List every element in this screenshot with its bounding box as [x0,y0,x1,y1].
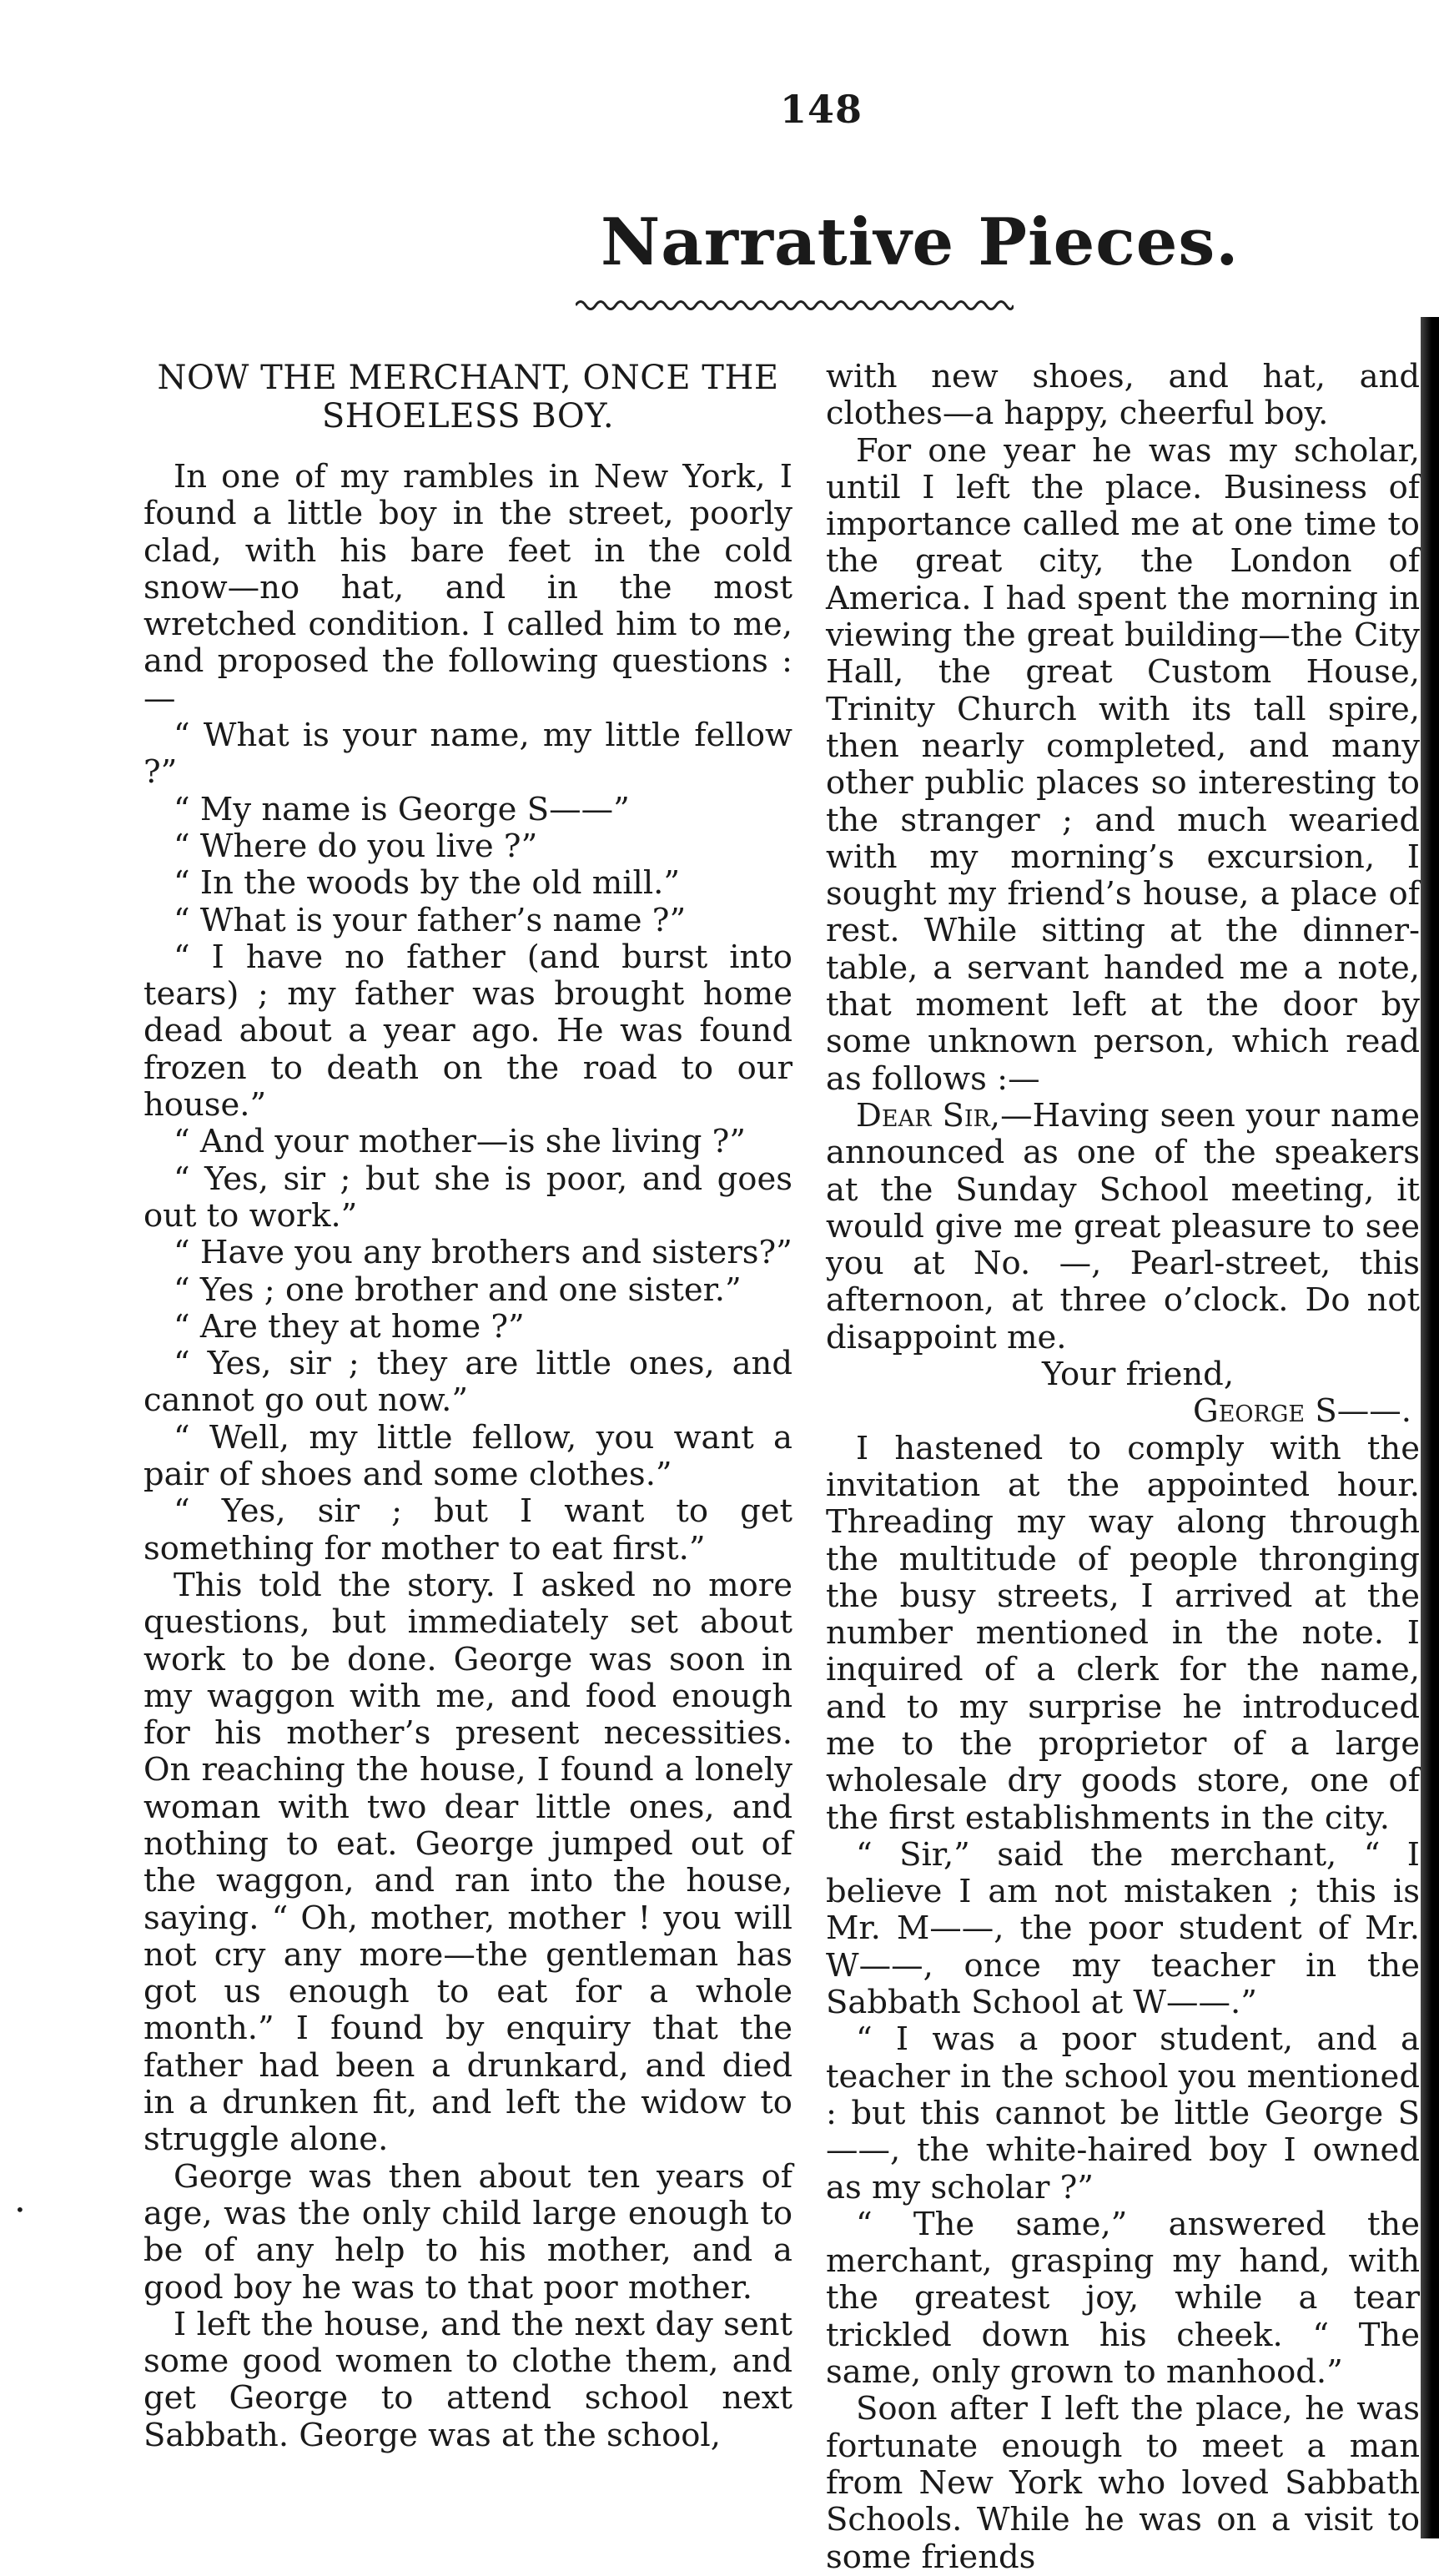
paragraph: “ I was a poor student, and a teacher in the school you mentioned : but this cannot be little George S——, the white-haired boy I owned as my scholar ?” [826,2020,1420,2206]
paragraph: This told the story. I asked no more questions, but immediately set about work to be done. George was soon in my waggon with me, and food enough for his mother’s present necessities. On reaching the house, I found a lonely woman with two dear little ones, and nothing to eat. George jumped out of the waggon, and ran into the house, saying. “ Oh, mother, mother ! you will not cry any more—the gentleman has got us enough to eat for a whole month.” I found by enquiry that the father had been a drunkard, and died in a drunken fit, and left the widow to struggle alone. [143,1566,792,2159]
paragraph: “ Sir,” said the merchant, “ I believe I am not mistaken ; this is Mr. M——, the poor student of Mr. W——, once my teacher in the Sabbath School at W——.” [826,1835,1420,2022]
paragraph: “ My name is George S——” [174,790,630,828]
left-column [143,359,792,2454]
paragraph: “ What is your name, my little fellow ?” [143,717,792,792]
story-title: NOW THE MERCHANT, ONCE THE SHOELESS BOY. [157,359,779,435]
paragraph: “ Yes, sir ; but I want to get something for mother to eat first.” [143,1492,792,1567]
paragraph: “ Yes ; one brother and one sister.” [174,1270,742,1309]
paragraph: “ And your mother—is she living ?” [174,1123,746,1161]
letter-body: —Having seen your name announced as one of the speakers at the Sunday School meeting, it would give me great pleasure to see you at No. —, Pearl-street, this afternoon, at three o’clock. Do not disappoint me. [826,1096,1420,1356]
paragraph: I hastened to comply with the invitation at the appointed hour. Threading my way along through the multitude of people thronging the busy streets, I arrived at the number mentioned in the note. I inquired of a clerk for the name, and to my surprise he introduced me to the proprietor of a large wholesale dry goods store, one of the first establishments in the city. [826,1429,1420,1837]
paragraph: “ Where do you live ?” [174,827,538,865]
paragraph: “ Are they at home ?” [174,1307,525,1346]
letter-close: Your friend, [1041,1356,1235,1394]
page-number: 148 [780,87,863,132]
stray-mark: • [15,2200,25,2220]
section-title: Narrative Pieces. [601,204,1240,280]
paragraph: “ Yes, sir ; but she is poor, and goes out to work.” [143,1160,792,1235]
page-gutter-shadow [1421,317,1439,2538]
paragraph: “ In the woods by the old mill.” [174,864,681,903]
paragraph: In one of my rambles in New York, I found a little boy in the street, poorly clad, with his bare feet in the cold snow—no hat, and in the most wretched condition. I called him to me, and proposed the following questions :— [143,458,792,717]
letter-signature: George S——. [1192,1392,1411,1431]
paragraph: “ Yes, sir ; they are little ones, and cannot go out now.” [143,1345,792,1420]
paragraph: “ The same,” answered the merchant, grasping my hand, with the greatest joy, while a tear trickled down his cheek. “ The same, only grown to manhood.” [826,2205,1420,2392]
paragraph: “ What is your father’s name ?” [174,901,687,939]
paragraph: “ Well, my little fellow, you want a pair of shoes and some clothes.” [143,1418,792,1494]
paragraph: with new shoes, and hat, and clothes—a happy, cheerful boy. [826,358,1420,433]
letter-salutation: Dear Sir, [856,1096,1001,1135]
paragraph: I left the house, and the next day sent some good women to clothe them, and get George to attend school next Sabbath. George was at the school, [143,2305,792,2454]
paragraph: “ Have you any brothers and sisters?” [174,1234,792,1272]
paragraph: For one year he was my scholar, until I left the place. Business of importance called me at one time to the great city, the London of America. I had spent the morning in viewing the great building—the City Hall, the great Custom House, Trinity Church with its tall spire, then nearly completed, and many other public places so interesting to the stranger ; and much wearied with my morning’s excursion, I sought my friend’s house, a place of rest. While sitting at the dinner-table, a servant handed me a note, that moment left at the door by some unknown person, which read as follows :— [826,431,1420,1098]
wavy-rule-ornament [576,296,1014,314]
right-column [826,359,1420,2576]
paragraph: “ I have no father (and burst into tears) ; my father was brought home dead about a year ago. He was found frozen to death on the road to our house.” [143,938,792,1124]
paragraph: George was then about ten years of age, was the only child large enough to be of any help to his mother, and a good boy he was to that poor mother. [143,2157,792,2307]
letter-paragraph [826,1098,1420,1356]
paragraph: Soon after I left the place, he was fortunate enough to meet a man from New York who loved Sabbath Schools. While he was on a visit to some friends [826,2390,1420,2576]
